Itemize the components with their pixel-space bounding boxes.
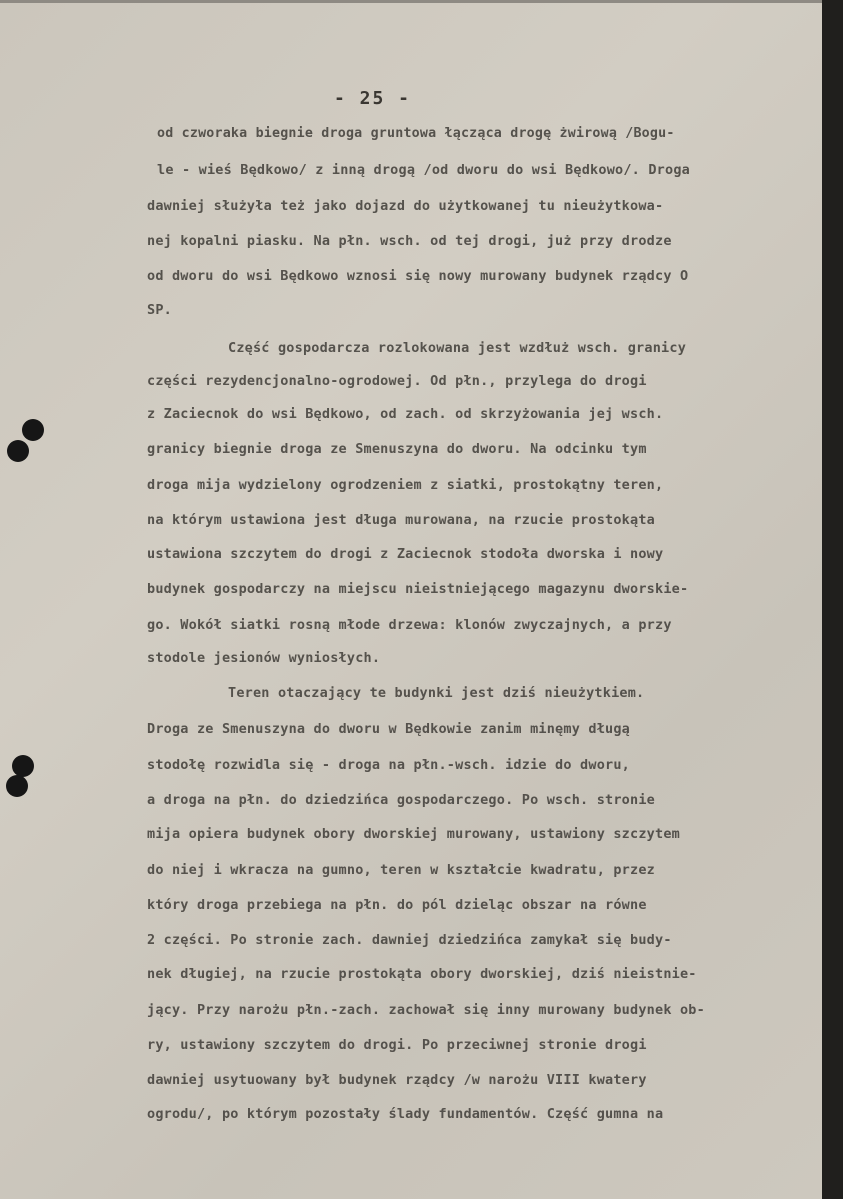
text-line: SP. [147,302,172,318]
text-line: na którym ustawiona jest długa murowana, na rzucie prostokąta [147,512,655,528]
text-line: ustawiona szczytem do drogi z Zaciecnok stodoła dworska i nowy [147,546,664,562]
text-line: nek długiej, na rzucie prostokąta obory dworskiej, dziś nieistnie- [147,966,697,982]
page-number: - 25 - [334,88,412,109]
binder-hole [12,755,34,777]
text-line: granicy biegnie droga ze Smenuszyna do dworu. Na odcinku tym [147,441,647,457]
page-top-edge [0,0,822,3]
text-line: budynek gospodarczy na miejscu nieistniejącego magazynu dworskie- [147,581,689,597]
text-line: z Zaciecnok do wsi Będkowo, od zach. od skrzyżowania jej wsch. [147,406,664,422]
text-line: go. Wokół siatki rosną młode drzewa: klonów zwyczajnych, a przy [147,617,672,633]
text-line: stodole jesionów wyniosłych. [147,650,381,666]
text-line: ogrodu/, po którym pozostały ślady fundamentów. Część gumna na [147,1106,664,1122]
text-line: mija opiera budynek obory dworskiej murowany, ustawiony szczytem [147,826,680,842]
text-line: części rezydencjonalno-ogrodowej. Od płn., przylega do drogi [147,373,647,389]
text-line: od czworaka biegnie droga gruntowa łącząca drogę żwirową /Bogu- [157,126,675,141]
text-line: od dworu do wsi Będkowo wznosi się nowy murowany budynek rządcy O [147,268,689,284]
binder-hole [22,419,44,441]
text-line: Teren otaczający te budynki jest dziś nieużytkiem. [228,685,645,701]
text-line: dawniej usytuowany był budynek rządcy /w narożu VIII kwatery [147,1072,647,1088]
text-line: nej kopalni piasku. Na płn. wsch. od tej drogi, już przy drodze [147,233,672,249]
text-line: Droga ze Smenuszyna do dworu w Będkowie zanim minęmy długą [147,721,631,737]
binder-hole [6,775,28,797]
binder-hole [7,440,29,462]
text-line: który droga przebiega na płn. do pól dzieląc obszar na równe [147,897,647,913]
text-line: a droga na płn. do dziedzińca gospodarczego. Po wsch. stronie [147,792,655,808]
text-line: ry, ustawiony szczytem do drogi. Po przeciwnej stronie drogi [147,1037,647,1053]
text-line: stodołę rozwidla się - droga na płn.-wsch. idzie do dworu, [147,757,631,773]
text-line: droga mija wydzielony ogrodzeniem z siatki, prostokątny teren, [147,477,664,493]
text-line: jący. Przy narożu płn.-zach. zachował się inny murowany budynek ob- [147,1002,705,1018]
text-line: le - wieś Będkowo/ z inną drogą /od dworu do wsi Będkowo/. Droga [157,162,690,178]
scan-dark-edge [822,0,843,1199]
text-line: dawniej służyła też jako dojazd do użytkowanej tu nieużytkowa- [147,198,664,214]
text-line: do niej i wkracza na gumno, teren w kształcie kwadratu, przez [147,862,655,878]
text-line: Część gospodarcza rozlokowana jest wzdłuż wsch. granicy [228,340,687,356]
text-line: 2 części. Po stronie zach. dawniej dziedzińca zamykał się budy- [147,932,672,948]
